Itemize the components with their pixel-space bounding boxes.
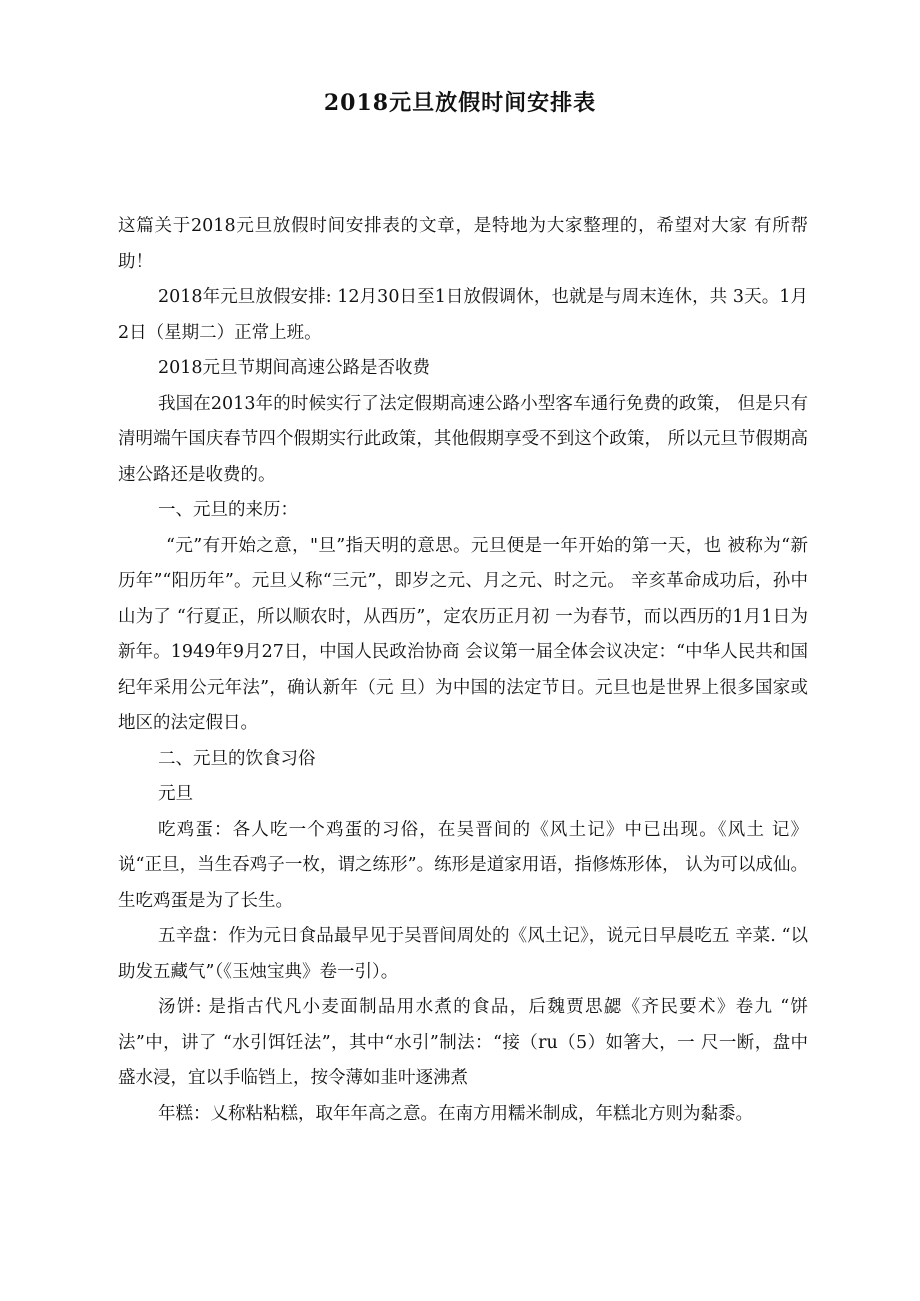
document-body [118,209,808,1132]
paragraph-five-spice-plate: 五辛盘：作为元日食品最早见于吴晋间周处的《风土记》，说元日早晨吃五 辛菜. “以助发五藏气”（《玉烛宝典》卷一引）。 [118,926,808,982]
paragraph-holiday-schedule: 2018年元旦放假安排: 12月30日至1日放假调休，也就是与周末连休，共 3天。1月2日（星期二）正常上班。 [118,287,808,343]
paragraph-intro: 这篇关于2018元旦放假时间安排表的文章，是特地为大家整理的，希望对大家 有所帮助！ [118,216,808,272]
paragraph-highway-heading: 2018元旦节期间高速公路是否收费 [158,358,431,378]
section-heading-food: 二、元旦的饮食习俗 [158,748,316,769]
document-title: 2018元旦放假时间安排表 [323,90,597,116]
section-heading-origin: 一、元旦的来历： [158,500,298,520]
paragraph-nian-gao: 年糕：乂称粘粘糕，取年年高之意。在南方用糯米制成，年糕北方则为黏黍。 [158,1103,753,1124]
paragraph-noodle-soup: 汤饼: 是指古代凡小麦面制品用水煮的食品，后魏贾思勰《齐民要术》卷九 “饼法”中，讲了 “水引饵饪法”，其中“水引”制法：“接（ru（5）如箸大，一 尺一断，盘中盛水浸，宜以手临铛上，按令薄如韭叶逐沸煮 [118,997,808,1088]
paragraph-eggs: 吃鸡蛋：各人吃一个鸡蛋的习俗，在吴晋间的《风土记》中已出现。《风土 记》说“正旦，当生吞鸡子一枚，谓之练形”。练形是道家用语，指修炼形体， 认为可以成仙。生吃鸡蛋是为了长生。 [118,819,808,911]
subheading-yuandan: 元旦 [158,784,193,804]
paragraph-highway-toll: 我国在2013年的时候实行了法定假期高速公路小型客车通行免费的政策， 但是只有清明端午国庆春节四个假期实行此政策，其他假期享受不到这个政策， 所以元旦节假期高速公路还是收费的。 [118,393,808,485]
paragraph-origin: “元”有开始之意，"旦”指天明的意思。元旦便是一年开始的第一天，也 被称为“新历年”“阳历年”。元旦乂称“三元”，即岁之元、月之元、时之元。 辛亥革命成功后，孙中山为了 “行夏正，所以顺农时，从西历”，定农历正月初 一为春节，而以西历的1月1日为新年。1949年9月27日，中国人民政治协商 会议第一届全体会议决定：“中华人民共和国纪年采用公元年法”，确认新年（元 旦）为中国的法定节日。元旦也是世界上很多国家或地区的法定假日。 [118,535,808,733]
